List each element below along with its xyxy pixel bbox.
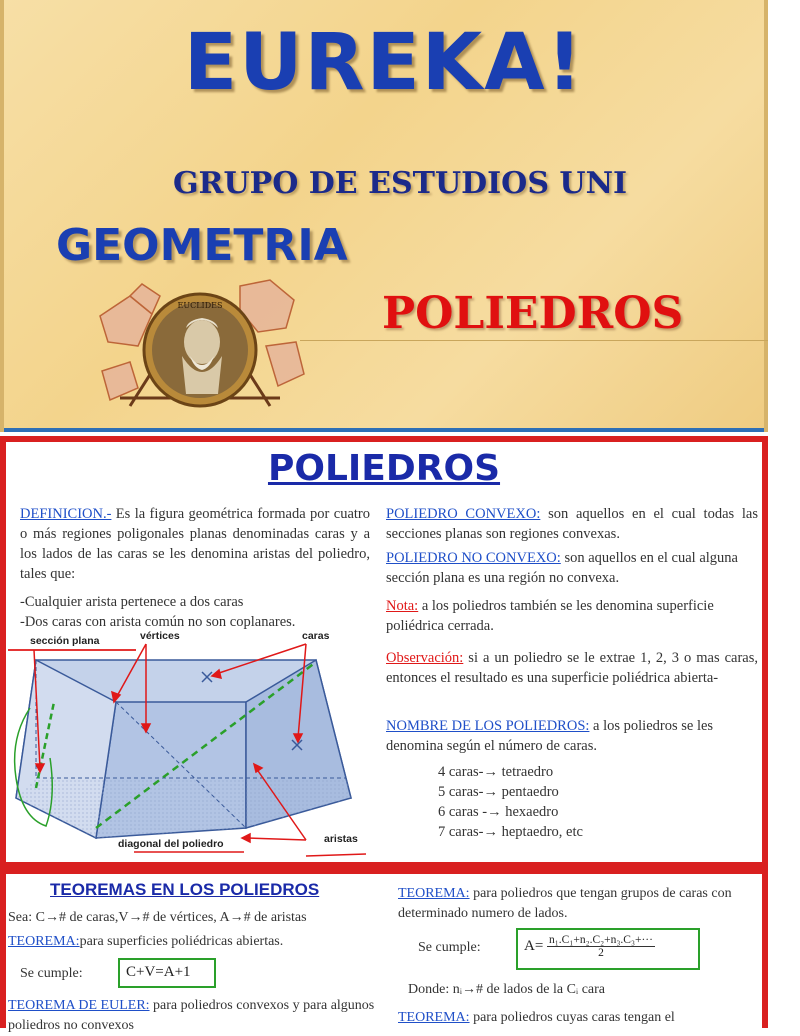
slide-title: POLIEDROS (267, 448, 501, 489)
donde-text: Donde: nᵢ→# de lados de la Cᵢ cara (408, 982, 606, 997)
teoremas-slide (0, 868, 768, 1033)
formula-fraction (547, 934, 655, 959)
se-cumple-2: Se cumple: (418, 940, 481, 955)
noconvexo-label: POLIEDRO NO CONVEXO: (386, 550, 561, 566)
poliedros-slide (0, 436, 768, 868)
lista-item-1: 5 caras-→ pentaedro (438, 784, 559, 800)
label-aristas: aristas (324, 833, 358, 845)
formula-denominator: 2 (598, 947, 604, 959)
definicion-paragraph (20, 504, 370, 584)
teorema2-paragraph (398, 884, 762, 924)
cover-subtitle: GRUPO DE ESTUDIOS UNI (172, 166, 628, 201)
teorema3-label: TEOREMA: (398, 1010, 470, 1025)
euler-label: TEOREMA DE EULER: (8, 998, 150, 1013)
teorema1-label: TEOREMA: (8, 934, 80, 949)
teorema3-text: para poliedros cuyas caras tengan el (469, 1010, 675, 1025)
label-caras: caras (302, 630, 330, 642)
teorema1-paragraph (8, 932, 378, 952)
nombre-text: a los poliedros se les denomina según el número de caras. (386, 718, 714, 754)
cover-slide (0, 0, 768, 432)
noconvexo-paragraph (386, 548, 758, 588)
teoremas-title: TEOREMAS EN LOS POLIEDROS (50, 880, 320, 899)
teorema2-label: TEOREMA: (398, 886, 470, 901)
nombre-paragraph (386, 716, 758, 756)
observacion-text: si a un poliedro se le extrae 1, 2, 3 o mas caras, entonces el resultado es una superficie poliédrica abierta- (386, 650, 758, 686)
convexo-label: POLIEDRO CONVEXO: (386, 506, 541, 522)
observacion-label: Observación: (386, 650, 464, 666)
euclides-medallion-image (90, 276, 310, 416)
convexo-text: son aquellos en el cual todas las secciones planas son regiones convexas. (386, 506, 759, 542)
lista-item-2: 6 caras -→ hexaedro (438, 804, 559, 820)
definicion-label: DEFINICION.- (20, 506, 112, 522)
polyhedron-figure (6, 628, 376, 864)
formula-aristas-box (516, 928, 700, 970)
teorema1-text: para superficies poliédricas abiertas. (79, 934, 284, 949)
cover-subject: GEOMETRIA (56, 220, 348, 271)
bullet-2: -Dos caras con arista común no son coplanares. (20, 614, 296, 630)
cover-divider (300, 340, 768, 341)
se-cumple-1: Se cumple: (20, 966, 83, 981)
cover-topic: POLIEDROS (382, 288, 684, 339)
sea-text: Sea: C→# de caras,V→# de vértices, A→# de aristas (8, 910, 307, 925)
label-vertices: vértices (140, 630, 180, 642)
lista-item-0: 4 caras-→ tetraedro (438, 764, 554, 780)
euler-paragraph (8, 996, 378, 1036)
teorema2-text: para poliedros que tengan grupos de caras con determinado numero de lados. (398, 886, 732, 921)
cover-title: EUREKA! (183, 18, 585, 108)
bullet-1: -Cualquier arista pertenece a dos caras (20, 594, 244, 610)
lista-item-3: 7 caras-→ heptaedro, etc (438, 824, 583, 840)
noconvexo-text: son aquellos en el cual alguna sección plana es una región no convexa. (386, 550, 738, 586)
formula-euler-box: C+V=A+1 (118, 958, 216, 988)
formula-numerator: n₁.C₁+n₂.C₂+n₃.C₃+··· (549, 934, 653, 946)
euler-text: para poliedros convexos y para algunos poliedros no convexos (8, 998, 375, 1033)
svg-text:EUCLIDES: EUCLIDES (177, 301, 223, 310)
label-seccion-plana: sección plana (30, 635, 100, 647)
nota-paragraph (386, 596, 758, 636)
label-diagonal: diagonal del poliedro (118, 838, 224, 850)
nota-text: a los poliedros también se les denomina superficie poliédrica cerrada. (386, 598, 714, 634)
definicion-text: Es la figura geométrica formada por cuatro o más regiones poligonales planas denominadas caras y a los lados de las caras se les denomina aristas del poliedro, tales que: (20, 506, 370, 582)
formula-lhs: A= (524, 938, 544, 954)
nombre-label: NOMBRE DE LOS POLIEDROS: (386, 718, 590, 734)
teorema3-paragraph (398, 1008, 762, 1028)
convexo-paragraph (386, 504, 758, 544)
observacion-paragraph (386, 648, 758, 688)
nota-label: Nota: (386, 598, 419, 614)
